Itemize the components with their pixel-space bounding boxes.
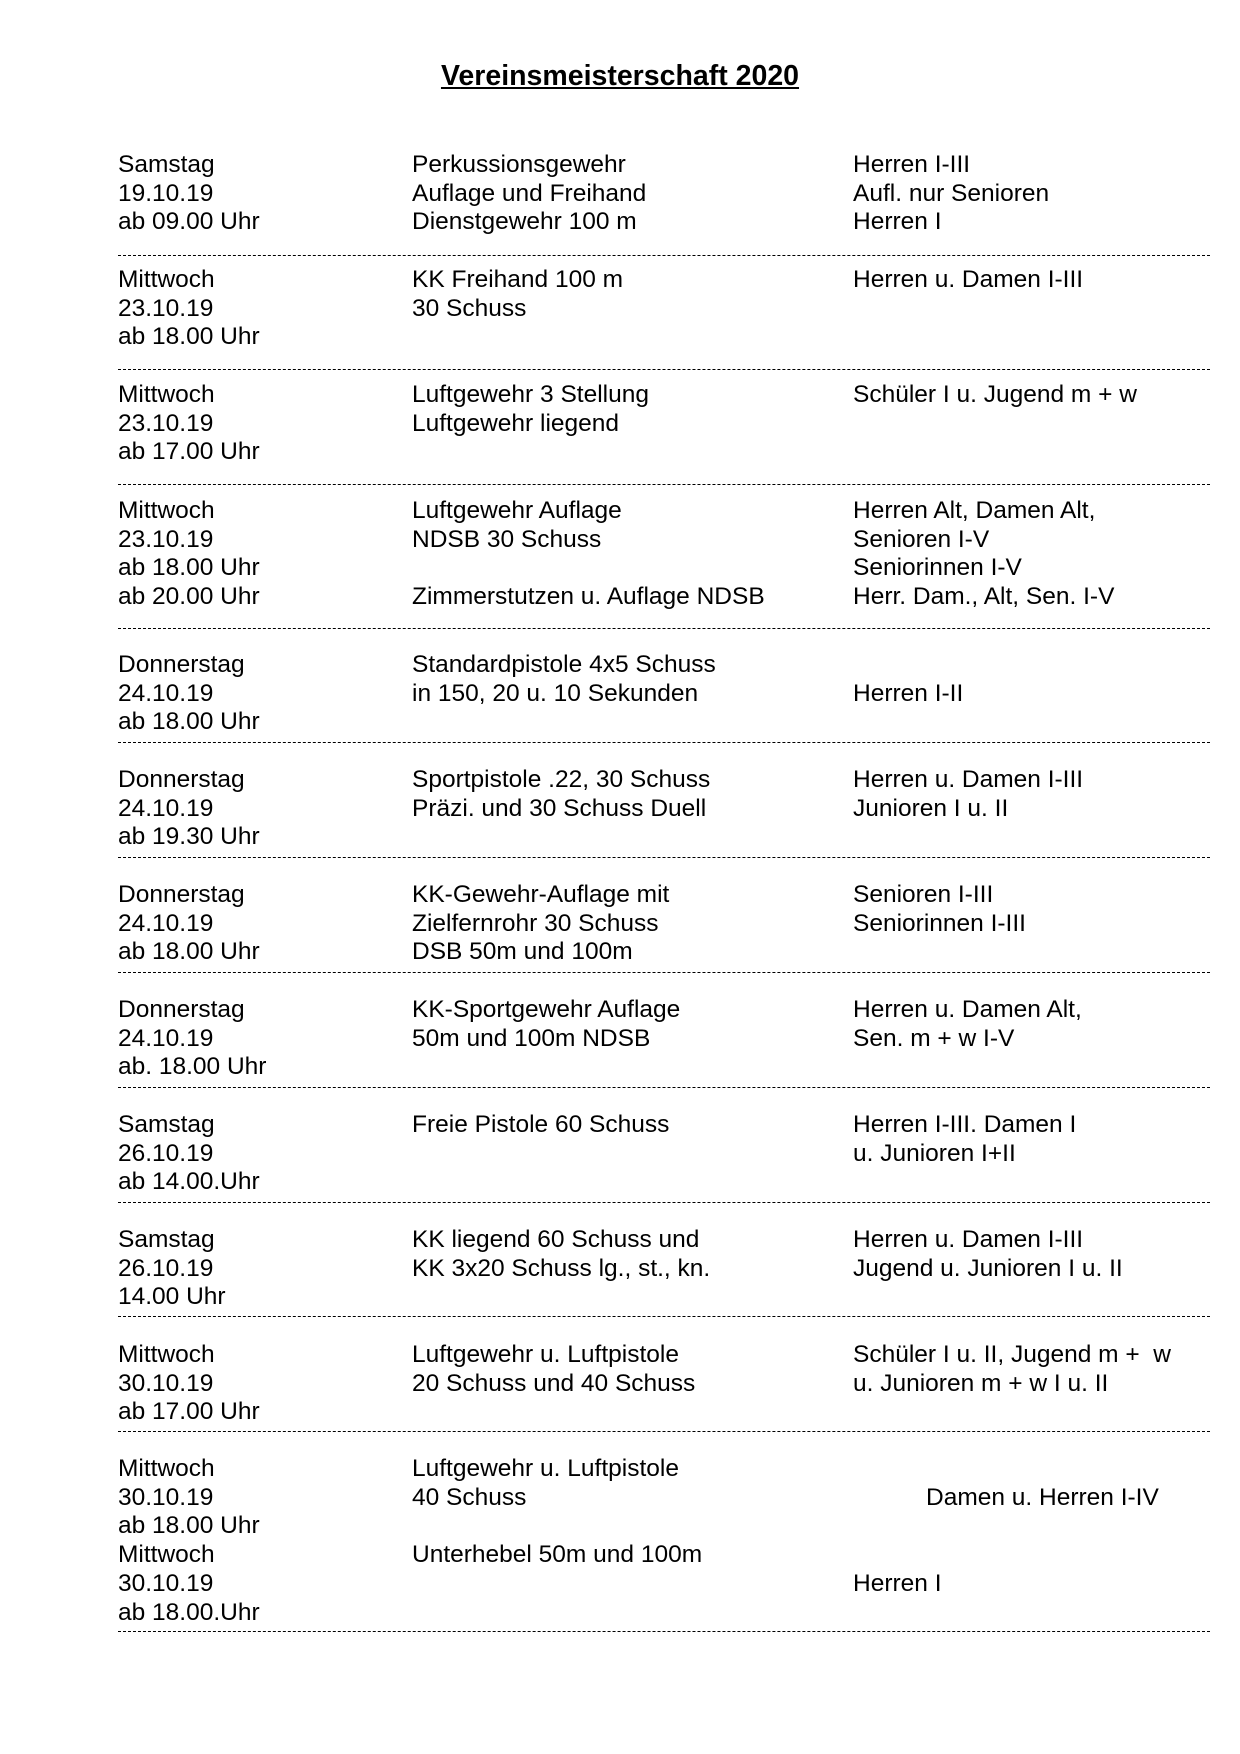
block-12-event-line: 40 Schuss: [412, 1483, 527, 1511]
block-4-event-line: Luftgewehr Auflage: [412, 497, 622, 524]
block-1-class-line: Herren I-III: [853, 151, 971, 178]
block-12-date-line: Mittwoch: [118, 1455, 215, 1482]
block-2-class-line: Herren u. Damen I-III: [853, 266, 1084, 293]
separator-line: [118, 484, 1210, 485]
block-2-date-line: ab 18.00 Uhr: [118, 323, 260, 350]
block-10-class-line: Herren u. Damen I-III: [853, 1226, 1084, 1253]
block-12-date-line: ab 18.00 Uhr: [118, 1512, 260, 1540]
separator-line: [118, 1631, 1210, 1632]
block-11-class-line: Schüler I u. II, Jugend m + w: [853, 1341, 1171, 1368]
block-8-class-line: Herren u. Damen Alt,: [853, 996, 1082, 1023]
block-6-event-line: Sportpistole .22, 30 Schuss: [412, 766, 711, 793]
block-7-event-line: DSB 50m und 100m: [412, 938, 633, 965]
block-12-date-line: 30.10.19: [118, 1483, 214, 1511]
block-8-date-line: Donnerstag: [118, 996, 245, 1023]
separator-line: [118, 255, 1210, 256]
block-10-date-line: Samstag: [118, 1226, 215, 1253]
block-4-event-line: Zimmerstutzen u. Auflage NDSB: [412, 583, 765, 611]
block-5-date-line: 24.10.19: [118, 679, 214, 707]
block-8-date-line: ab. 18.00 Uhr: [118, 1053, 267, 1080]
block-6-date-line: 24.10.19: [118, 794, 214, 822]
block-8-date-line: 24.10.19: [118, 1024, 214, 1052]
block-4-class-line: Herren Alt, Damen Alt,: [853, 497, 1096, 524]
block-9-class-line: Herren I-III. Damen I: [853, 1111, 1077, 1138]
block-1-date-line: Samstag: [118, 151, 215, 178]
block-12-event-line: Unterhebel 50m und 100m: [412, 1541, 703, 1569]
block-7-date-line: ab 18.00 Uhr: [118, 938, 260, 965]
block-11-event-line: Luftgewehr u. Luftpistole: [412, 1341, 679, 1368]
block-3-class-line: Schüler I u. Jugend m + w: [853, 381, 1137, 408]
block-1-class-line: Herren I: [853, 208, 942, 235]
block-7-date-line: Donnerstag: [118, 881, 245, 908]
block-8-class-line: Sen. m + w I-V: [853, 1024, 1015, 1052]
block-7-class-line: Seniorinnen I-III: [853, 909, 1026, 937]
block-3-date-line: Mittwoch: [118, 381, 215, 408]
separator-line: [118, 369, 1210, 370]
block-1-class-line: Aufl. nur Senioren: [853, 179, 1050, 207]
block-3-event-line: Luftgewehr 3 Stellung: [412, 381, 649, 408]
block-1-date-line: ab 09.00 Uhr: [118, 208, 260, 235]
block-12-date-line: Mittwoch: [118, 1541, 215, 1569]
block-11-date-line: 30.10.19: [118, 1369, 214, 1397]
block-4-date-line: ab 20.00 Uhr: [118, 583, 260, 611]
block-12-class-line: Damen u. Herren I-IV: [926, 1483, 1159, 1511]
block-2-date-line: 23.10.19: [118, 294, 214, 322]
block-10-date-line: 14.00 Uhr: [118, 1283, 226, 1310]
block-9-date-line: 26.10.19: [118, 1139, 214, 1167]
block-5-event-line: Standardpistole 4x5 Schuss: [412, 651, 716, 678]
block-10-event-line: KK 3x20 Schuss lg., st., kn.: [412, 1254, 711, 1282]
block-5-event-line: in 150, 20 u. 10 Sekunden: [412, 679, 699, 707]
separator-line: [118, 742, 1210, 743]
block-5-class-line: Herren I-II: [853, 679, 964, 707]
separator-line: [118, 972, 1210, 973]
separator-line: [118, 1087, 1210, 1088]
block-2-event-line: KK Freihand 100 m: [412, 266, 624, 293]
block-2-date-line: Mittwoch: [118, 266, 215, 293]
block-7-event-line: KK-Gewehr-Auflage mit: [412, 881, 670, 908]
block-11-class-line: u. Junioren m + w I u. II: [853, 1369, 1109, 1397]
block-3-event-line: Luftgewehr liegend: [412, 409, 620, 437]
separator-line: [118, 1431, 1210, 1432]
block-8-event-line: 50m und 100m NDSB: [412, 1024, 651, 1052]
block-4-date-line: 23.10.19: [118, 525, 214, 553]
separator-line: [118, 857, 1210, 858]
block-4-class-line: Senioren I-V: [853, 525, 990, 553]
block-11-date-line: ab 17.00 Uhr: [118, 1398, 260, 1425]
block-1-date-line: 19.10.19: [118, 179, 214, 207]
block-6-date-line: ab 19.30 Uhr: [118, 823, 260, 850]
block-1-event-line: Dienstgewehr 100 m: [412, 208, 637, 235]
block-4-event-line: NDSB 30 Schuss: [412, 525, 602, 553]
block-4-date-line: ab 18.00 Uhr: [118, 554, 260, 582]
block-6-class-line: Herren u. Damen I-III: [853, 766, 1084, 793]
block-11-date-line: Mittwoch: [118, 1341, 215, 1368]
block-10-class-line: Jugend u. Junioren I u. II: [853, 1254, 1123, 1282]
block-5-date-line: Donnerstag: [118, 651, 245, 678]
block-1-event-line: Auflage und Freihand: [412, 179, 647, 207]
block-7-class-line: Senioren I-III: [853, 881, 994, 908]
block-5-date-line: ab 18.00 Uhr: [118, 708, 260, 735]
block-3-date-line: 23.10.19: [118, 409, 214, 437]
block-9-event-line: Freie Pistole 60 Schuss: [412, 1111, 670, 1138]
block-4-class-line: Herr. Dam., Alt, Sen. I-V: [853, 583, 1115, 611]
block-2-event-line: 30 Schuss: [412, 294, 527, 322]
block-9-class-line: u. Junioren I+II: [853, 1139, 1016, 1167]
block-12-date-line: 30.10.19: [118, 1569, 214, 1597]
block-12-date-line: ab 18.00.Uhr: [118, 1598, 260, 1626]
block-4-class-line: Seniorinnen I-V: [853, 554, 1022, 582]
separator-line: [118, 1316, 1210, 1317]
block-3-date-line: ab 17.00 Uhr: [118, 438, 260, 465]
block-6-event-line: Präzi. und 30 Schuss Duell: [412, 794, 707, 822]
block-10-date-line: 26.10.19: [118, 1254, 214, 1282]
block-12-class-line: Herren I: [853, 1569, 942, 1597]
block-6-date-line: Donnerstag: [118, 766, 245, 793]
block-1-event-line: Perkussionsgewehr: [412, 151, 626, 178]
separator-line: [118, 628, 1210, 629]
block-4-date-line: Mittwoch: [118, 497, 215, 524]
block-6-class-line: Junioren I u. II: [853, 794, 1009, 822]
block-7-event-line: Zielfernrohr 30 Schuss: [412, 909, 659, 937]
block-11-event-line: 20 Schuss und 40 Schuss: [412, 1369, 696, 1397]
separator-line: [118, 1202, 1210, 1203]
block-9-date-line: Samstag: [118, 1111, 215, 1138]
block-12-event-line: Luftgewehr u. Luftpistole: [412, 1455, 679, 1482]
block-7-date-line: 24.10.19: [118, 909, 214, 937]
block-10-event-line: KK liegend 60 Schuss und: [412, 1226, 700, 1253]
block-8-event-line: KK-Sportgewehr Auflage: [412, 996, 681, 1023]
page-title: Vereinsmeisterschaft 2020: [440, 60, 800, 92]
block-9-date-line: ab 14.00.Uhr: [118, 1168, 260, 1195]
